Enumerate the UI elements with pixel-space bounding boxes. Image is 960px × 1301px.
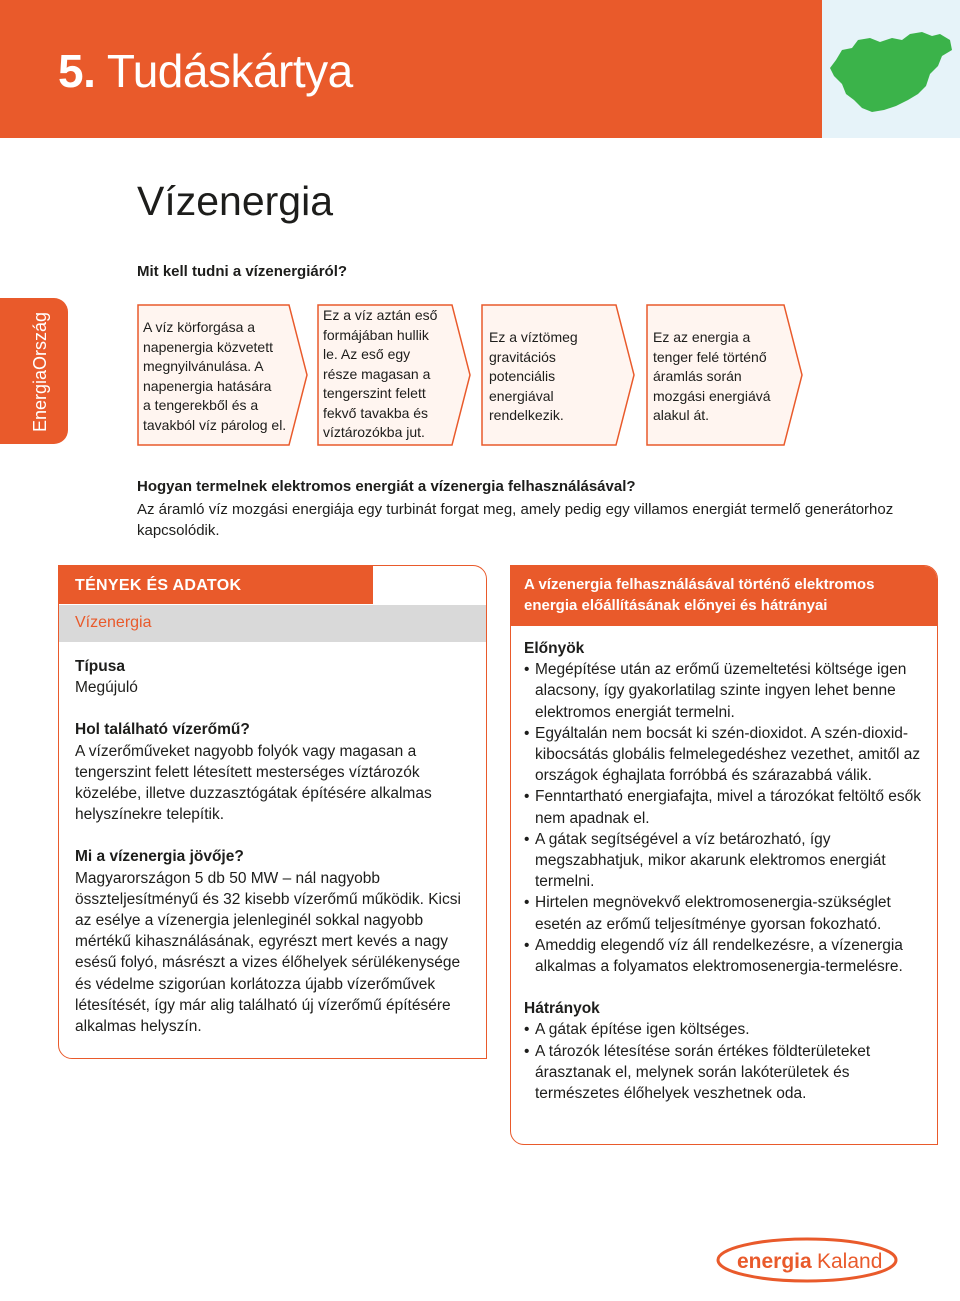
cons-label: Hátrányok — [524, 1000, 600, 1018]
list-item: • Egyáltalán nem bocsát ki szén-dioxidot. A szén-dioxid-kibocsátás globális felmelegedéshez vezethet, amitől az országok éghajlata forróbbá és szárazabbá válik. — [524, 723, 934, 787]
flow-step-3 — [481, 304, 636, 446]
flow-line: Ez a víztömeg — [489, 329, 578, 345]
pros-cons-header: A vízenergia felhasználásával történő elektromos energia előállításának előnyei és hátrányai — [511, 566, 937, 626]
flow-line: tavakból víz párolog el. — [143, 416, 287, 433]
intro-question: Mit kell tudni a vízenergiáról? — [137, 263, 348, 280]
flow-line: energiával — [489, 387, 554, 404]
list-item: • Hirtelen megnövekvő elektromosenergia-szükséglet esetén az erőmű teljesítménye gyorsan fokozható. — [524, 892, 934, 934]
hungary-map-panel — [822, 0, 960, 138]
card-title: 5. Tudáskártya — [58, 45, 353, 97]
flow-line: a tengerekből és a — [143, 397, 259, 413]
list-item: • Ameddig elegendő víz áll rendelkezésre, a vízenergia alkalmas a folyamatos elektromosenergia-termelésre. — [524, 935, 934, 977]
flow-line: formájában hullik — [323, 326, 429, 343]
pros-list — [524, 659, 934, 977]
logo-text-2: Kaland — [817, 1250, 883, 1273]
flow-line: Ez az energia a — [653, 329, 751, 345]
flow-line: része magasan a — [323, 365, 431, 382]
flow-line: potenciális — [489, 368, 556, 384]
header-band — [0, 0, 822, 138]
where-text: A vízerőműveket nagyobb folyók vagy magasan a tengerszint felett létesített mesterséges víztározók közelébe, illetve duzzasztógátak építésére alkalmas helyszínekre telepítik. — [75, 742, 432, 824]
facts-header: TÉNYEK ÉS ADATOK — [59, 566, 373, 604]
flow-step-1 — [137, 304, 309, 446]
flow-line: alakul át. — [653, 407, 710, 423]
type-value: Megújuló — [75, 679, 138, 697]
flow-line: megnyilvánulása. A — [143, 358, 264, 374]
pros-cons-card — [510, 565, 938, 1145]
list-item: • A gátak építése igen költséges. — [524, 1019, 934, 1040]
flow-line: víztározókba jut. — [323, 424, 425, 440]
facts-card — [58, 565, 487, 1059]
flow-step-4 — [646, 304, 804, 446]
flow-line: napenergia közvetett — [143, 338, 273, 355]
side-tab-label: EnergiaOrszág — [30, 311, 50, 432]
how-question: Hogyan termelnek elektromos energiát a vízenergia felhasználásával? — [137, 478, 636, 495]
flow-line: mozgási energiává — [653, 387, 771, 404]
flow-line: rendelkezik. — [489, 407, 564, 423]
flow-line: le. Az eső egy — [323, 346, 411, 362]
logo-text-1: energia — [737, 1250, 812, 1273]
facts-subheader: Vízenergia — [59, 604, 487, 642]
list-item: • A tározók létesítése során értékes földterületeket árasztanak el, melynek során lakóterületek és természetes élőhelyek veszhetnek oda. — [524, 1041, 934, 1105]
energiakaland-logo — [715, 1234, 900, 1284]
page-title: Vízenergia — [137, 178, 334, 224]
flow-line: tengerszint felett — [323, 385, 426, 401]
future-text: Magyarországon 5 db 50 MW – nál nagyobb összteljesítményű és 32 kisebb vízerőmű működik. Kicsi az esélye a vízenergia jelenleginél sokkal nagyobb mértékű kihasználásának, egyrészt mert kevés a nagy esésű folyó, másrészt a vizes élőhelyek sérülékenysége és védelme szigorúan korlátozza újabb vízerőművek létesítését, így már alig található új vízerőmű építésére alkalmas helyszín. — [75, 869, 461, 1036]
side-tab — [0, 298, 68, 444]
pros-cons-body — [524, 638, 934, 1104]
how-answer: Az áramló víz mozgási energiája egy turbinát forgat meg, amely pedig egy villamos energiát termelő generátorhoz kapcsolódik. — [137, 501, 894, 539]
pros-label: Előnyök — [524, 640, 585, 657]
list-item: • Megépítése után az erőmű üzemeltetési költsége igen alacsony, így gyakorlatilag szinte ingyen lehet benne elektromos energiát termelni. — [524, 659, 934, 723]
flow-line: áramlás során — [653, 368, 742, 384]
flow-line: napenergia hatására — [143, 377, 272, 394]
where-label: Hol található vízerőmű? — [75, 721, 250, 739]
flow-line: fekvő tavakba és — [323, 404, 429, 421]
hungary-map-icon — [828, 30, 956, 114]
flow-line: tenger felé történő — [653, 348, 767, 365]
type-label: Típusa — [75, 658, 125, 675]
flow-step-2 — [317, 304, 472, 446]
flow-line: A víz körforgása a — [143, 319, 256, 335]
list-item: • Fenntartható energiafajta, mivel a tározókat feltöltő esők nem apadnak el. — [524, 786, 934, 828]
list-item: • A gátak segítségével a víz betározható, így megszabhatjuk, mikor akarunk elektromos energiát termelni. — [524, 829, 934, 893]
cons-list — [524, 1019, 934, 1104]
facts-body — [75, 656, 480, 1037]
flow-line: Ez a víz aztán eső — [323, 307, 438, 323]
future-label: Mi a vízenergia jövője? — [75, 848, 244, 866]
flow-line: gravitációs — [489, 348, 556, 365]
